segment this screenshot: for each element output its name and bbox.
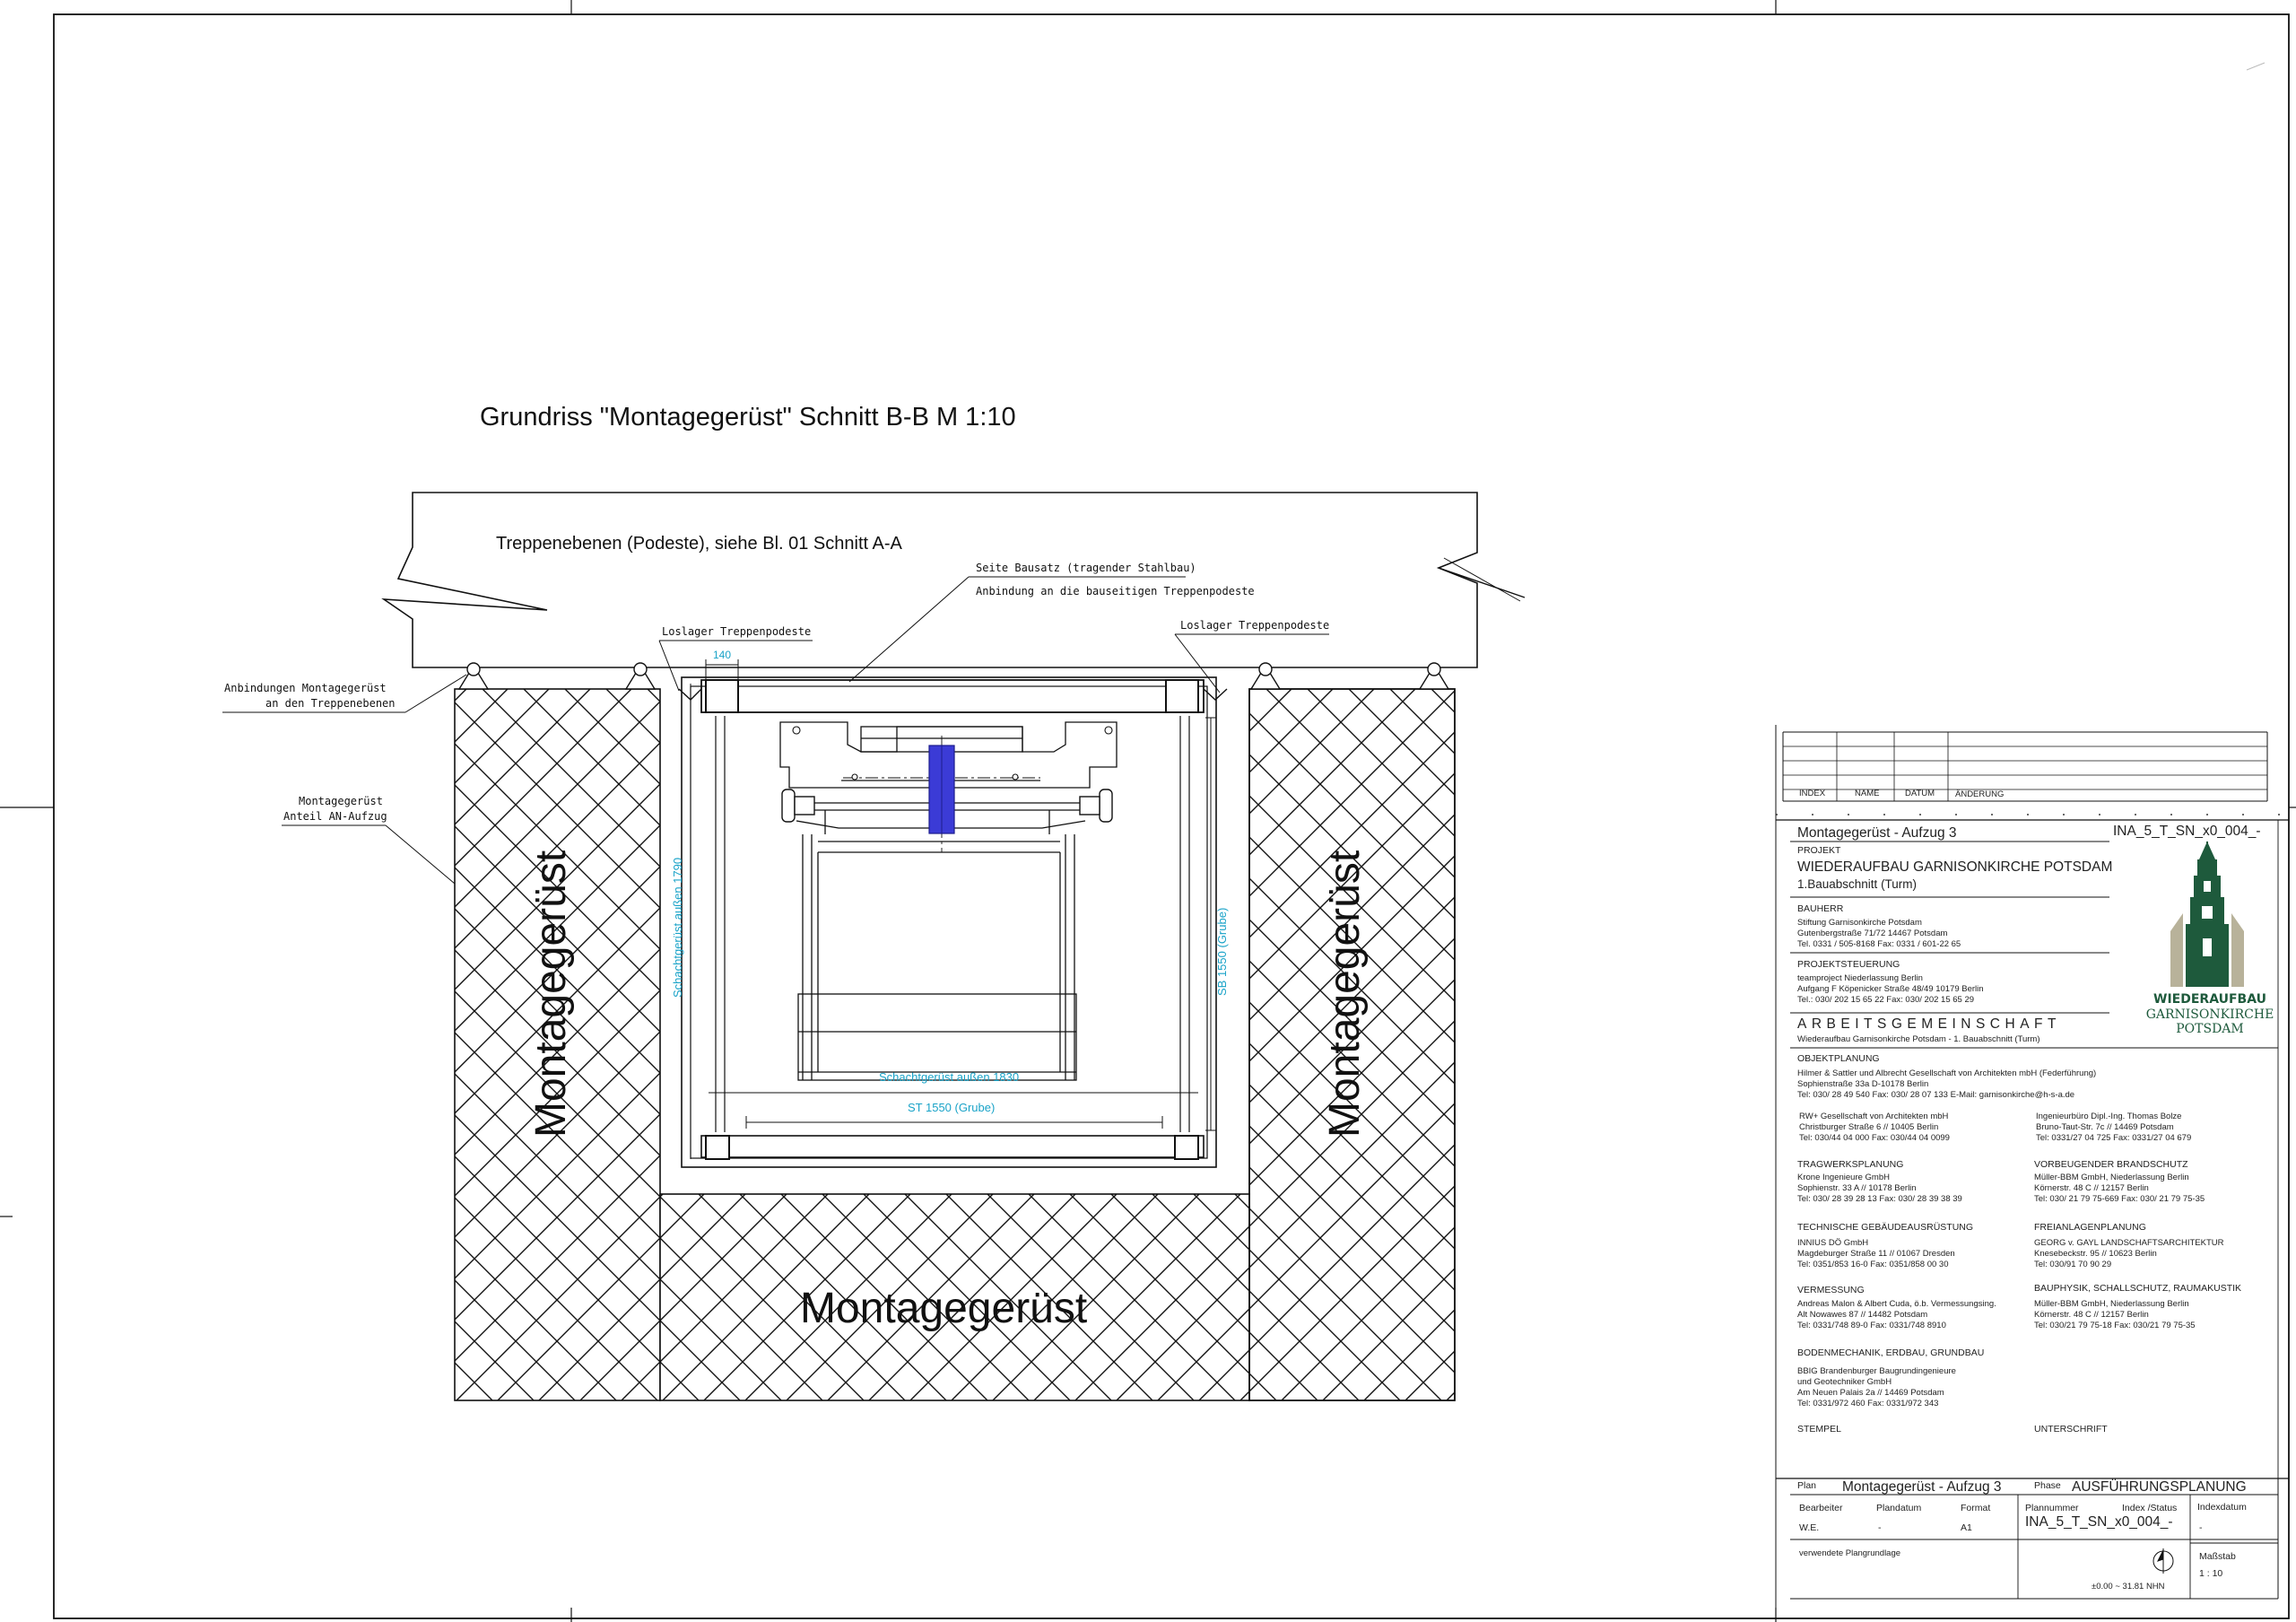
projektsteuerung-line: Tel.: 030/ 202 15 65 22 Fax: 030/ 202 15 65 29 [1797,995,1975,1005]
bauphysik-label: BAUPHYSIK, SCHALLSCHUTZ, RAUMAKUSTIK [2034,1283,2242,1294]
plandatum-label: Plandatum [1876,1503,1922,1513]
callout-anteil-2: Anteil AN-Aufzug [283,810,387,823]
massstab-label: Maßstab [2199,1551,2236,1562]
objektplanung-label: OBJEKTPLANUNG [1797,1053,1880,1064]
logo-text-3: POTSDAM [2176,1022,2244,1036]
boden-line: Tel: 0331/972 460 Fax: 0331/972 343 [1797,1399,1939,1408]
rw-line: Christburger Straße 6 // 10405 Berlin [1799,1122,1939,1132]
tragwerk-label: TRAGWERKSPLANUNG [1797,1159,1904,1170]
rev-header-datum: DATUM [1905,789,1935,798]
callout-seite-bausatz: Seite Bausatz (tragender Stahlbau) [976,562,1196,574]
plan-number-top: INA_5_T_SN_x0_004_- [2113,824,2261,839]
tragwerk-line: Sophienstr. 33 A // 10178 Berlin [1797,1183,1917,1193]
plannummer-value: INA_5_T_SN_x0_004_- [2025,1514,2173,1530]
phase-value: AUSFÜHRUNGSPLANUNG [2072,1479,2247,1495]
projekt-line1: WIEDERAUFBAU GARNISONKIRCHE POTSDAM [1797,859,2113,875]
logo-text-2: GARNISONKIRCHE [2145,1007,2274,1022]
brandschutz-line: Müller-BBM GmbH, Niederlassung Berlin [2034,1173,2189,1182]
plannummer-label: Plannummer [2025,1503,2079,1513]
rw-line: RW+ Gesellschaft von Architekten mbH [1799,1112,1949,1121]
unterschrift-label: UNTERSCHRIFT [2034,1424,2108,1435]
plan-label: Plan [1797,1480,1817,1491]
dimension-lines [691,659,1216,1159]
garnisonkirche-logo [2170,842,2244,987]
projektsteuerung-line: Aufgang F Köpenicker Straße 48/49 10179 Berlin [1797,984,1984,994]
scaffold-bottom-label: Montagegerüst [800,1285,1088,1332]
boden-line: BBIG Brandenburger Baugrundingenieure [1797,1366,1956,1376]
brandschutz-line: Körnerstr. 48 C // 12157 Berlin [2034,1183,2149,1193]
ing-line: Tel: 0331/27 04 725 Fax: 0331/27 04 679 [2036,1133,2192,1143]
index-status-label: Index /Status [2122,1503,2178,1513]
projekt-line2: 1.Bauabschnitt (Turm) [1797,877,1918,891]
callout-anteil-1: Montagegerüst [299,795,383,807]
objektplanung-line: Tel: 030/ 28 49 540 Fax: 030/ 28 07 133 E-Mail: garnisonkirche@h-s-a.de [1797,1090,2075,1100]
indexdatum-label: Indexdatum [2197,1502,2247,1513]
format-label: Format [1961,1503,1991,1513]
bauherr-line: Gutenbergstraße 71/72 14467 Potsdam [1797,929,1948,938]
ing-line: Bruno-Taut-Str. 7c // 14469 Potsdam [2036,1122,2174,1132]
dim-schachtgeruest-1790: Schachtgerüst außen 1790 [671,857,684,998]
massstab-value: 1 : 10 [2199,1568,2223,1579]
plan-title: Montagegerüst - Aufzug 3 [1797,825,1957,841]
indexdatum-value: - [2199,1522,2203,1533]
tga-line: Tel: 0351/853 16-0 Fax: 0351/858 00 30 [1797,1260,1949,1269]
freianlagen-line: Knesebeckstr. 95 // 10623 Berlin [2034,1249,2157,1259]
projekt-label: PROJEKT [1797,845,1841,856]
bauherr-line: Tel. 0331 / 505-8168 Fax: 0331 / 601-22 65 [1797,939,1961,949]
brandschutz-label: VORBEUGENDER BRANDSCHUTZ [2034,1159,2188,1170]
phase-label: Phase [2034,1480,2061,1491]
rev-header-aenderung: ÄNDERUNG [1955,789,2005,799]
callout-anbindung: Anbindung an die bauseitigen Treppenpodeste [976,585,1255,597]
tga-line: Magdeburger Straße 11 // 01067 Dresden [1797,1249,1955,1259]
ing-line: Ingenieurbüro Dipl.-Ing. Thomas Bolze [2036,1112,2182,1121]
vermessung-label: VERMESSUNG [1797,1285,1865,1295]
freianlagen-line: GEORG v. GAYL LANDSCHAFTSARCHITEKTUR [2034,1238,2224,1248]
vermessung-line: Andreas Malon & Albert Cuda, ö.b. Vermessungsing. [1797,1299,1996,1309]
objektplanung-line: Sophienstraße 33a D-10178 Berlin [1797,1079,1929,1089]
tga-label: TECHNISCHE GEBÄUDEAUSRÜSTUNG [1797,1222,1974,1233]
callout-loslager-left: Loslager Treppenpodeste [662,625,812,638]
logo-text-1: WIEDERAUFBAU [2153,992,2266,1007]
brandschutz-line: Tel: 030/ 21 79 75-669 Fax: 030/ 21 79 75-35 [2034,1194,2205,1204]
dim-140: 140 [713,649,732,661]
projektsteuerung-label: PROJEKTSTEUERUNG [1797,959,1900,970]
bauherr-label: BAUHERR [1797,903,1844,914]
callout-anbindungen-2: an den Treppenebenen [265,697,396,710]
rev-header-name: NAME [1855,789,1880,798]
rw-line: Tel: 030/44 04 000 Fax: 030/44 04 0099 [1799,1133,1950,1143]
plandatum-value: - [1878,1522,1882,1533]
north-arrow-icon [2153,1548,2173,1574]
tragwerk-line: Krone Ingenieure GmbH [1797,1173,1890,1182]
plan-value: Montagegerüst - Aufzug 3 [1842,1479,2002,1495]
stair-landing-outline [384,493,1477,667]
vermessung-line: Tel: 0331/748 89-0 Fax: 0331/748 8910 [1797,1321,1946,1330]
drawing-title: Grundriss "Montagegerüst" Schnitt B-B M 1:10 [480,403,1016,432]
vermessung-line: Alt Nowawes 87 // 14482 Potsdam [1797,1310,1928,1320]
dim-sb-1550: SB 1550 (Grube) [1215,907,1229,996]
callout-loslager-right: Loslager Treppenpodeste [1180,619,1330,632]
dim-st-1550: ST 1550 (Grube) [908,1101,996,1114]
plangrundlage-label: verwendete Plangrundlage [1799,1548,1901,1558]
tga-line: INNIUS DÖ GmbH [1797,1238,1869,1248]
bauphysik-line: Tel: 030/21 79 75-18 Fax: 030/21 79 75-35 [2034,1321,2196,1330]
bauherr-line: Stiftung Garnisonkirche Potsdam [1797,918,1922,928]
boden-label: BODENMECHANIK, ERDBAU, GRUNDBAU [1797,1347,1985,1358]
stempel-label: STEMPEL [1797,1424,1842,1435]
callout-leader [386,825,455,884]
boden-line: und Geotechniker GmbH [1797,1377,1892,1387]
projektsteuerung-line: teamproject Niederlassung Berlin [1797,973,1923,983]
freianlagen-label: FREIANLAGENPLANUNG [2034,1222,2146,1233]
scaffold-left-label: Montagegerüst [527,850,575,1138]
scaffold-right-label: Montagegerüst [1321,850,1369,1138]
arge-sub: Wiederaufbau Garnisonkirche Potsdam - 1. Bauabschnitt (Turm) [1797,1034,2040,1044]
boden-line: Am Neuen Palais 2a // 14469 Potsdam [1797,1388,1944,1398]
format-value: A1 [1961,1522,1972,1533]
bauphysik-line: Körnerstr. 48 C // 12157 Berlin [2034,1310,2149,1320]
arge-title: ARBEITSGEMEINSCHAFT [1797,1016,2061,1032]
hoehe-value: ±0.00 ~ 31.81 NHN [2092,1582,2165,1591]
tragwerk-line: Tel: 030/ 28 39 28 13 Fax: 030/ 28 39 38 39 [1797,1194,1962,1204]
loslager-joint [679,689,1227,700]
objektplanung-line: Hilmer & Sattler und Albrecht Gesellschaft von Architekten mbH (Federführung) [1797,1068,2097,1078]
freianlagen-line: Tel: 030/91 70 90 29 [2034,1260,2112,1269]
bearbeiter-label: Bearbeiter [1799,1503,1843,1513]
bearbeiter-value: W.E. [1799,1522,1820,1533]
dim-schachtgeruest-1830: Schachtgerüst außen 1830 [879,1070,1020,1084]
bauphysik-line: Müller-BBM GmbH, Niederlassung Berlin [2034,1299,2189,1309]
stair-landing-note: Treppenebenen (Podeste), siehe Bl. 01 Schnitt A-A [496,534,902,554]
callout-anbindungen-1: Anbindungen Montagegerüst [224,682,387,694]
sheet-tick [2247,63,2265,70]
rev-header-index: INDEX [1799,789,1826,798]
